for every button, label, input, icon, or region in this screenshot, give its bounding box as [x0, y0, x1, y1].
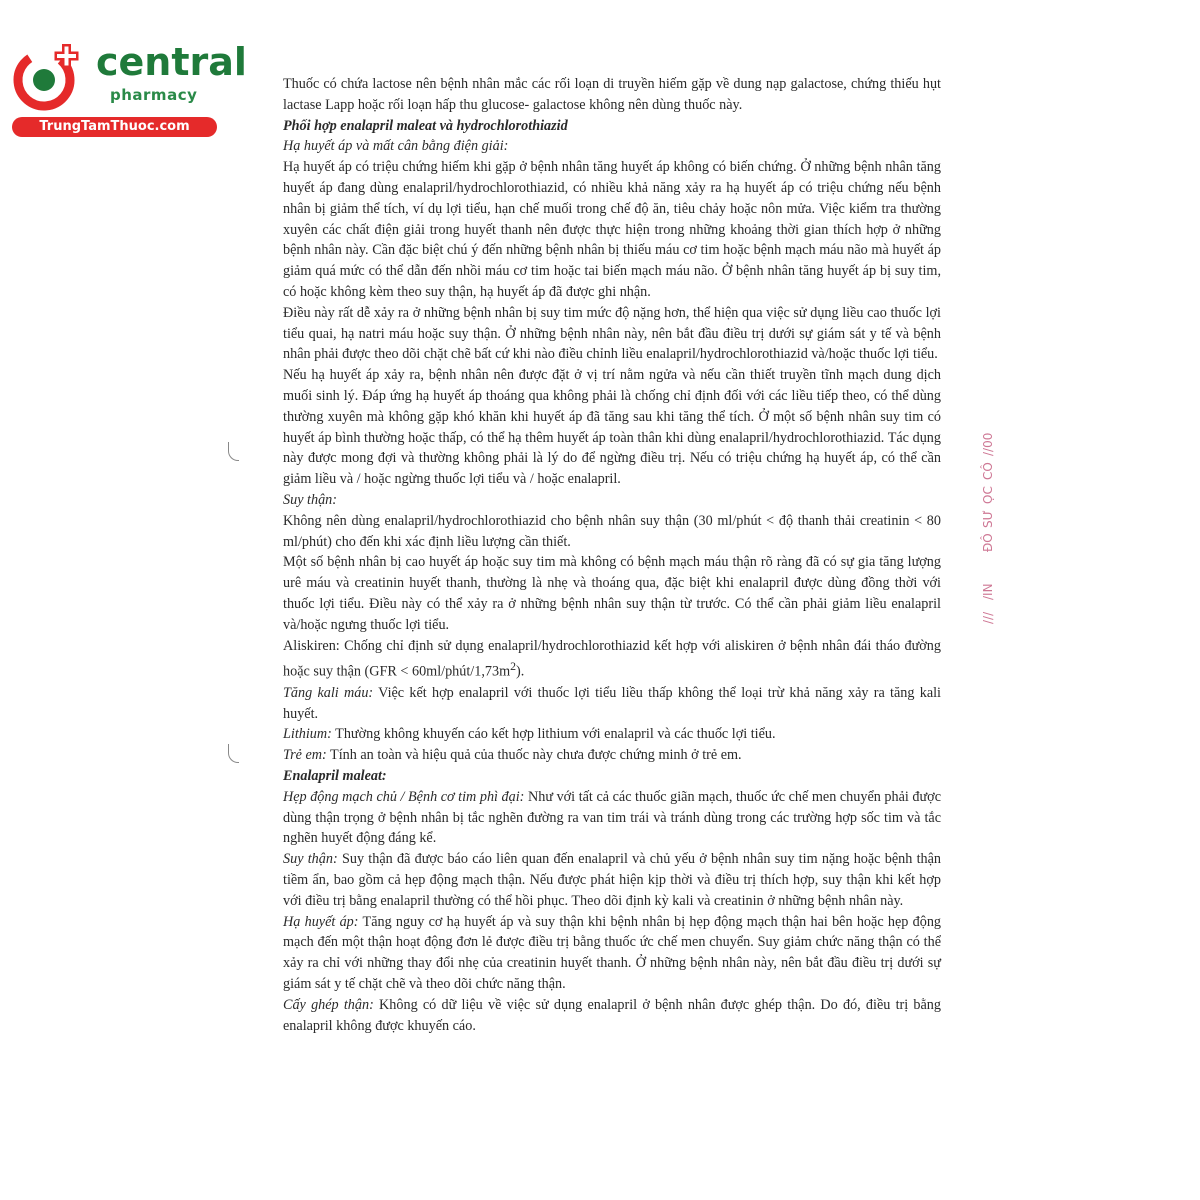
label-renal-2: Suy thận:	[283, 851, 338, 868]
paragraph-renal-3	[283, 849, 941, 911]
text-lithium: Thường không khuyến cáo kết hợp lithium với enalapril và các thuốc lợi tiểu.	[331, 726, 776, 743]
binder-hole-mark	[228, 744, 239, 763]
stamp-text: SƯ	[981, 510, 995, 528]
stamp-text: ///	[981, 611, 995, 624]
text-children: Tính an toàn và hiệu quả của thuốc này chưa được chứng minh ở trẻ em.	[326, 747, 742, 764]
paragraph-lithium	[283, 724, 941, 745]
brand-name: central	[96, 40, 247, 84]
text-renal-3: Suy thận đã được báo cáo liên quan đến enalapril và chủ yếu ở bệnh nhân suy tim nặng hoặc bệnh thận tiềm ẩn, bao gồm cả hẹp động mạch thận. Nếu được phát hiện kịp thời và điều trị thích hợp, suy thận khi kết hợp với điều trị bằng enalapril thường có thể hồi phục. Theo dõi định kỳ kali và creatinin ở những bệnh nhân này.	[283, 851, 941, 909]
aliskiren-text-end: ).	[516, 664, 525, 681]
paragraph-transplant	[283, 995, 941, 1037]
text-hyperkalemia: Việc kết hợp enalapril với thuốc lợi tiểu liều thấp không thể loại trừ khả năng xảy ra tăng kali huyết.	[283, 684, 941, 722]
stamp-text: ỌC	[981, 486, 995, 504]
stamp-text: //00	[981, 432, 995, 456]
subheading-hypotension: Hạ huyết áp và mất cân bằng điện giải:	[283, 138, 509, 155]
paragraph-children	[283, 745, 941, 766]
stamp-fragment	[980, 432, 1004, 624]
brand-url: TrungTamThuoc.com	[12, 117, 217, 137]
brand-subtitle: pharmacy	[110, 86, 198, 104]
label-transplant: Cấy ghép thận:	[283, 996, 374, 1013]
text-transplant: Không có dữ liệu về việc sử dụng enalapril ở bệnh nhân được ghép thận. Do đó, điều trị bằng enalapril không được khuyến cáo.	[283, 996, 941, 1034]
paragraph-hypotension-1: Hạ huyết áp có triệu chứng hiếm khi gặp ở bệnh nhân tăng huyết áp không có biến chứng. Ở những bệnh nhân tăng huyết áp đang dùng enalapril/hydrochlorothiazid, có nhiều khả năng xảy ra hạ huyết áp có triệu chứng nếu bệnh nhân bị giảm thể tích, ví dụ lợi tiểu, hạn chế muối trong chế độ ăn, tiêu chảy hoặc nôn mửa. Việc kiểm tra thường xuyên các chất điện giải trong huyết thanh nên được thực hiện trong những khoảng thời gian thích hợp ở những bệnh nhân này. Cần đặc biệt chú ý đến những bệnh nhân bị thiếu máu cơ tim hoặc bệnh mạch máu não mà huyết áp giảm quá mức có thể dẫn đến nhồi máu cơ tim hoặc tai biến mạch máu não. Ở bệnh nhân tăng huyết áp bị suy tim, có hoặc không kèm theo suy thận, hạ huyết áp đã được ghi nhận.	[283, 159, 941, 300]
stamp-text	[980, 552, 1004, 576]
label-hypotension-2: Hạ huyết áp:	[283, 913, 359, 930]
document-body	[283, 74, 941, 1036]
label-children: Trẻ em:	[283, 747, 327, 764]
paragraph-hypotension-2: Điều này rất dễ xảy ra ở những bệnh nhân bị suy tim mức độ nặng hơn, thể hiện qua việc sử dụng liều cao thuốc lợi tiểu quai, hạ natri máu hoặc suy thận. Ở những bệnh nhân này, nên bắt đầu điều trị dưới sự giám sát y tế và bệnh nhân phải được theo dõi chặt chẽ bất cứ khi nào điều chỉnh liều enalapril/hydrochlorothiazid và/hoặc thuốc lợi tiểu.	[283, 304, 941, 363]
paragraph-hyperkalemia	[283, 683, 941, 725]
binder-hole-mark	[228, 442, 239, 461]
stamp-text: CÔ	[981, 462, 995, 480]
central-pharmacy-logo	[10, 38, 247, 138]
section-heading-combination: Phối hợp enalapril maleat và hydrochlorothiazid	[283, 117, 568, 134]
section-heading-enalapril: Enalapril maleat:	[283, 768, 387, 785]
text-hypotension-4: Tăng nguy cơ hạ huyết áp và suy thận khi bệnh nhân bị hẹp động mạch thận hai bên hoặc hẹp động mạch đến một thận hoạt động đơn lẻ được điều trị bằng thuốc ức chế men chuyển. Suy giảm chức năng thận có thể xảy ra chỉ với những thay đổi nhẹ của creatinin huyết thanh. Ở những bệnh nhân này, nên bắt đầu điều trị dưới sự giám sát y tế chặt chẽ và theo dõi chức năng thận.	[283, 913, 942, 992]
stamp-text: ĐÔ	[981, 533, 995, 552]
label-hyperkalemia: Tăng kali máu:	[283, 684, 374, 701]
paragraph-aliskiren	[283, 636, 941, 683]
aliskiren-text: Aliskiren: Chống chỉ định sử dụng enalapril/hydrochlorothiazid kết hợp với aliskiren ở bệnh nhân đái tháo đường hoặc suy thận (GFR < 60ml/phút/1,73m	[283, 637, 941, 681]
label-lithium: Lithium:	[283, 726, 332, 743]
paragraph-renal-2: Một số bệnh nhân bị cao huyết áp hoặc suy tim mà không có bệnh mạch máu thận rõ ràng đã có sự gia tăng lượng urê máu và creatinin huyết thanh, thường là nhẹ và thoáng qua, đặc biệt khi enalapril được dùng đồng thời với thuốc lợi tiểu. Điều này có thể xảy ra ở những bệnh nhân suy thận từ trước. Có thể cần phải giảm liều enalapril và/hoặc ngưng thuốc lợi tiểu.	[283, 554, 941, 633]
paragraph-stenosis	[283, 787, 941, 849]
label-stenosis: Hẹp động mạch chủ / Bệnh cơ tim phì đại:	[283, 788, 525, 805]
stamp-text: /IN	[981, 583, 995, 600]
paragraph-renal-1: Không nên dùng enalapril/hydrochlorothiazid cho bệnh nhân suy thận (30 ml/phút < độ thanh thải creatinin < 80 ml/phút) cho đến khi xác định liều lượng cần thiết.	[283, 512, 941, 550]
paragraph-lactose: Thuốc có chứa lactose nên bệnh nhân mắc các rối loạn di truyền hiếm gặp về dung nạp galactose, chứng thiếu hụt lactase Lapp hoặc rối loạn hấp thu glucose- galactose không nên dùng thuốc này.	[283, 76, 941, 113]
subheading-renal: Suy thận:	[283, 491, 337, 508]
aliskiren-superscript: 2	[510, 659, 517, 674]
pharmacy-logo-icon	[10, 40, 88, 112]
text-stenosis: Như với tất cả các thuốc giãn mạch, thuốc ức chế men chuyển phải được dùng thận trọng ở bệnh nhân bị tắc nghẽn đường ra van tim trái và tránh dùng trong các trường hợp sốc tim và tắc nghẽn huyết động đáng kể.	[283, 788, 941, 847]
paragraph-hypotension-3: Nếu hạ huyết áp xảy ra, bệnh nhân nên được đặt ở vị trí nằm ngửa và nếu cần thiết truyền tĩnh mạch dung dịch muối sinh lý. Đáp ứng hạ huyết áp thoáng qua không phải là chống chỉ định đối với các liều tiếp theo, có thể dùng thường xuyên mà không gặp khó khăn khi huyết áp đã tăng sau khi tăng thể tích. Ở một số bệnh nhân suy tim có huyết áp bình thường hoặc thấp, có thể hạ thêm huyết áp toàn thân khi dùng enalapril/hydrochlorothiazid. Tác dụng này được mong đợi và thường không phải là lý do để ngừng điều trị. Nếu có triệu chứng hạ huyết áp, có thể cần giảm liều và / hoặc ngừng thuốc lợi tiểu và / hoặc enalapril.	[283, 367, 941, 488]
paragraph-hypotension-4	[283, 912, 941, 995]
